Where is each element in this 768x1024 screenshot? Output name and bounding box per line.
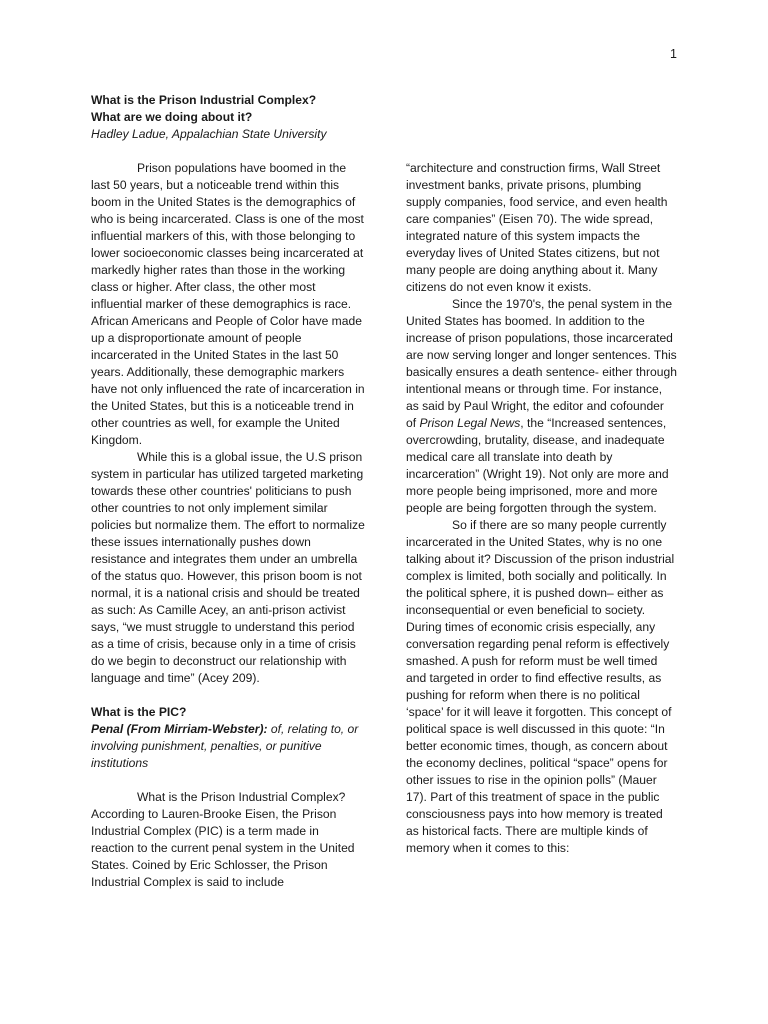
definition-penal xyxy=(91,721,365,772)
paragraph-text-b: , the “Increased sentences, overcrowding, brutality, disease, and inadequate medical care all translate into death by incarceration” (Wright 19). Not only are more and more people being imprisoned, more and more people are being forgotten through the system. xyxy=(406,416,669,515)
paragraph-continued-quote: “architecture and construction firms, Wall Street investment banks, private prisons, plumbing supply companies, food service, and even health care companies” (Eisen 70). The wide spread, integrated nature of this system impacts the everyday lives of United States citizens, but not many people are doing anything about it. Many citizens do not even know it exists. xyxy=(406,161,668,294)
left-column xyxy=(91,160,365,891)
right-column xyxy=(406,160,677,857)
paragraph-text-a: Since the 1970's, the penal system in the United States has boomed. In addition to the increase of prison populations, those incarcerated are now serving longer and longer sentences. This basically ensures a death sentence- either through intentional means or through time. For instance, as said by Paul Wright, the editor and cofounder of xyxy=(406,297,677,430)
definition-term: Penal (From Mirriam-Webster): xyxy=(91,722,268,736)
paragraph-intro: Prison populations have boomed in the last 50 years, but a noticeable trend within this boom in the United States is the demographics of who is being incarcerated. Class is one of the most influential markers of this, with those belonging to lower socioeconomic classes being incarcerated at markedly higher rates than those in the working class or higher. After class, the other most influential marker of these demographics is race. African Americans and People of Color have made up a disproportionate amount of people incarcerated in the United States in the last 50 years. Additionally, these demographic markers have not only influenced the rate of incarceration in the United States, but this is a noticeable trend in other countries as well, for example the United Kingdom. xyxy=(91,161,365,447)
definition-text: of, relating to, or involving punishment, penalties, or punitive institutions xyxy=(91,722,359,770)
paragraph-global-issue: While this is a global issue, the U.S prison system in particular has utilized targeted marketing towards these other countries' politicians to push other countries to not only implement similar policies but normalize them. The effort to normalize these issues internationally pushes down resistance and integrates them under an umbrella of the status quo. However, this prison boom is not normal, it is a national crisis and should be treated as such: As Camille Acey, an anti-prison activist says, “we must struggle to understand this period as a time of crisis, because only in a time of crisis do we begin to deconstruct our relationship with language and time” (Acey 209). xyxy=(91,450,365,685)
title-line-2: What are we doing about it? xyxy=(91,110,253,124)
paragraph-penal-boom xyxy=(406,296,677,517)
paragraph-political-space: So if there are so many people currently incarcerated in the United States, why is no one talking about it? Discussion of the prison industrial complex is limited, both socially and politically. In the political sphere, it is pushed down– either as inconsequential or even beneficial to society. During times of economic crisis especially, any conversation regarding penal reform is effectively smashed. A push for reform must be well timed and targeted in order to find effective results, as pushing for reform when there is no political ‘space’ for it will leave it forgotten. This concept of political space is well discussed in this quote: “In better economic times, though, as concern about the economy declines, political “space” opens for other issues to rise in the opinion polls” (Mauer 17). Part of this treatment of space in the public consciousness pays into how memory is treated as historical facts. There are multiple kinds of memory when it comes to this: xyxy=(406,518,675,855)
publication-title: Prison Legal News xyxy=(419,416,521,430)
title-line-1: What is the Prison Industrial Complex? xyxy=(91,93,317,107)
paragraph-pic-definition: What is the Prison Industrial Complex? According to Lauren-Brooke Eisen, the Prison Industrial Complex (PIC) is a term made in reaction to the current penal system in the United States. Coined by Eric Schlosser, the Prison Industrial Complex is said to include xyxy=(91,790,355,889)
section-heading-pic: What is the PIC? xyxy=(91,705,187,719)
author-byline: Hadley Ladue, Appalachian State University xyxy=(91,127,327,141)
document-header xyxy=(91,92,391,143)
page-number: 1 xyxy=(670,47,677,61)
